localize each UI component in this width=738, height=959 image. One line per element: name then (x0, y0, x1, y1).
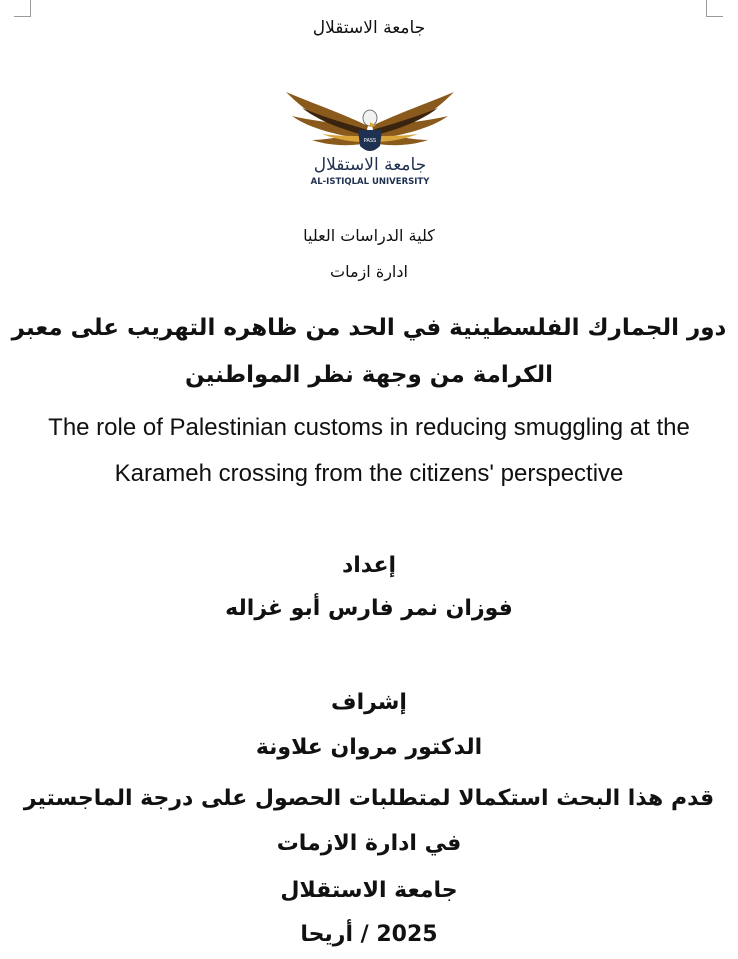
svg-text:PASS: PASS (363, 138, 377, 144)
degree-program: في ادارة الازمات (276, 831, 462, 856)
english-title-line-1: The role of Palestinian customs in reducing smuggling at the (48, 414, 690, 441)
department-name: ادارة ازمات (330, 262, 408, 281)
place-and-year: 2025 / أريحا (300, 922, 438, 947)
english-title-line-2: Karameh crossing from the citizens' perspective (114, 460, 624, 487)
page-corner-mark-left (14, 0, 31, 17)
prepared-by-label: إعداد (341, 553, 397, 578)
logo-english-wordmark: AL-ISTIQLAL UNIVERSITY (310, 177, 430, 187)
submission-statement: قدم هذا البحث استكمالا لمتطلبات الحصول على درجة الماجستير (23, 786, 715, 811)
logo-arabic-wordmark: جامعة الاستقلال (313, 155, 427, 175)
university-logo (282, 86, 458, 188)
university-name-footer: جامعة الاستقلال (280, 878, 458, 903)
page-corner-mark-right (706, 0, 723, 17)
university-name-header: جامعة الاستقلال (312, 18, 426, 38)
arabic-title-line-1: دور الجمارك الفلسطينية في الحد من ظاهره التهريب على معبر (11, 315, 727, 341)
eagle-emblem-icon (286, 92, 454, 151)
supervision-label: إشراف (331, 690, 407, 715)
author-name: فوزان نمر فارس أبو غزاله (225, 596, 513, 621)
faculty-name: كلية الدراسات العليا (303, 226, 435, 245)
arabic-title-line-2: الكرامة من وجهة نظر المواطنين (185, 362, 553, 388)
supervisor-name: الدكتور مروان علاونة (255, 735, 483, 760)
